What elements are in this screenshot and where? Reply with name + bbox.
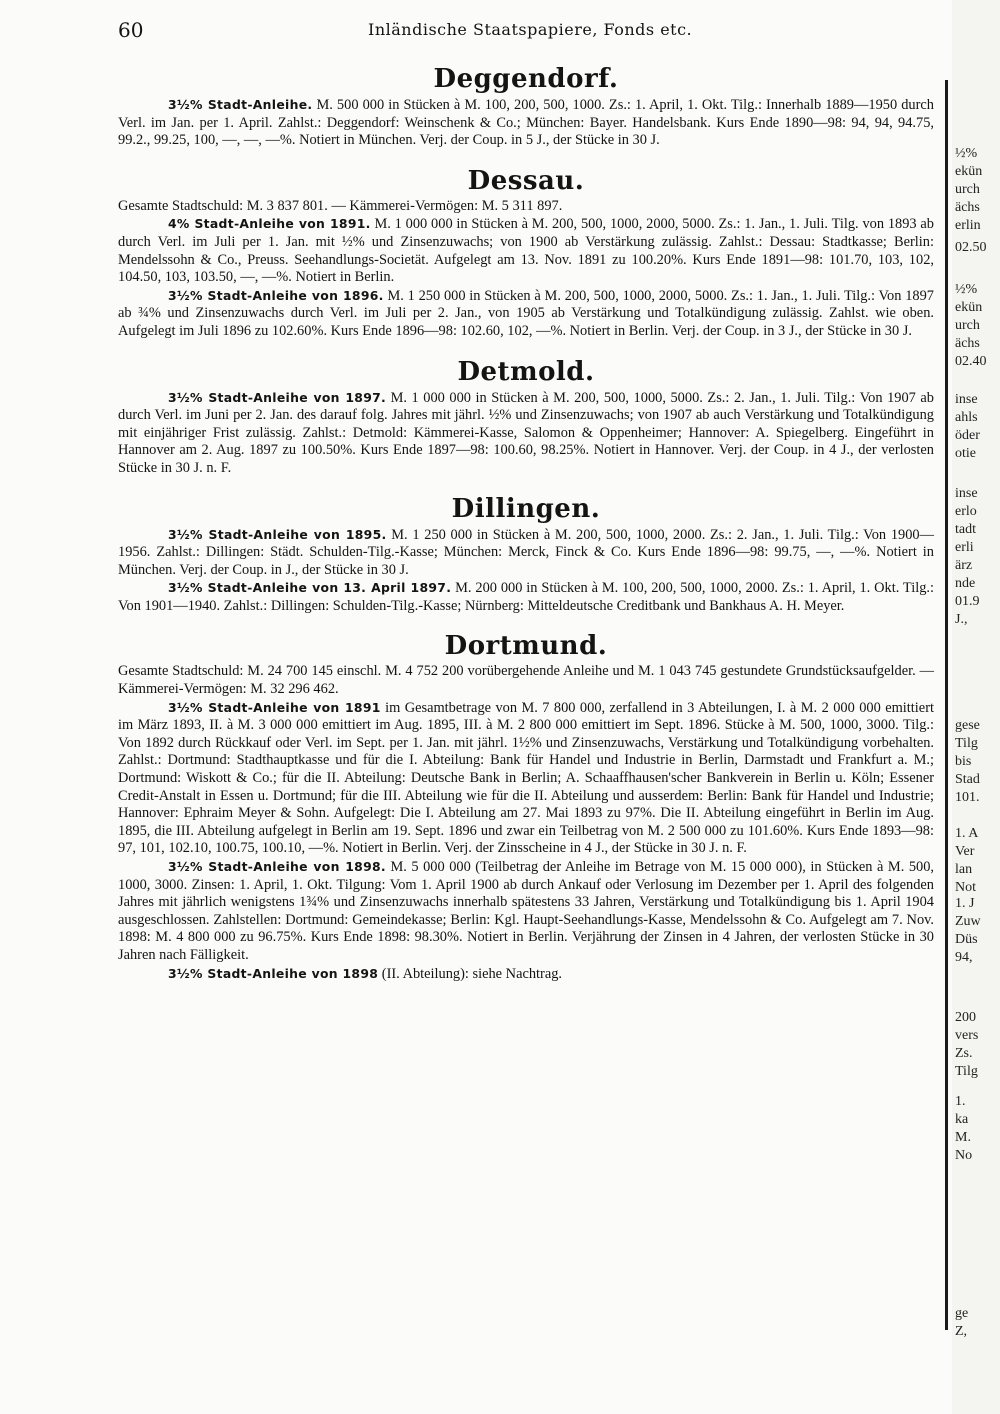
entry-text: Gesamte Stadtschuld: M. 24 700 145 einschl. M. 4 752 200 vorübergehende Anleihe und M. 1 043 745 gestundete Grundstücksaufgelder. — Kämmerei-Vermögen: M. 32 296 462. xyxy=(118,663,934,698)
margin-fragment: 200 xyxy=(955,1010,976,1025)
town-section xyxy=(118,64,934,150)
town-section xyxy=(118,631,934,983)
loan-entry xyxy=(118,526,934,580)
debt-summary xyxy=(118,663,934,698)
section-gap xyxy=(118,478,934,492)
loan-title: 3½% Stadt-Anleihe von 1898 xyxy=(168,965,379,981)
entry-text: M. 200 000 in Stücken à M. 100, 200, 500, 1000, 2000. Zs.: 1. April, 1. Okt. Tilg.: Von 1901—1940. Zahlst.: Dillingen: Schulden-Tilg.-Kasse; Nürnberg: Mitteldeutsche Creditbank und Bankhaus A. H. Meyer. xyxy=(118,580,934,614)
entry-text: im Gesamtbetrage von M. 7 800 000, zerfallend in 3 Abteilungen, I. à M. 2 000 000 emittiert im März 1893, II. à M. 3 000 000 emittiert im Aug. 1895, III. à M. 2 800 000 emittiert im Sept. 1896. Stücke à M. 500, 1000, 3000. Tilg.: Von 1892 durch Rückkauf oder Verl. im Sept. per 1. Jan. mit jährl. 1½% und Zinsenzuwachs, Verstärkung und Totalkündigung vorbehalten. Zahlst.: Dortmund: Stadthauptkasse und für die I. Abteilung: Bank für Handel und Industrie in Berlin, Darmstadt und Frankfurt a. M.; Dortmund: Wiskott & Co.; für die II. Abteilung: Deutsche Bank in Berlin; A. Schaaffhausen'scher Bankverein in Berlin u. Köln; Essener Credit-Anstalt in Essen u. Dortmund; für die III. Abteilung wie für die II. Abteilung und ausserdem: Berlin: Bank für Handel und Industrie; Hannover: Ephraim Meyer & Sohn. Aufgelegt: Die I. Abteilung am 27. Mai 1893 zu 97%. Die II. Abteilung eingeführt in Berlin im Aug. 1895, die III. Abteilung aufgelegt in Berlin am 19. Sept. 1896 und zwar ein Teilbetrag von M. 2 500 000 zu 101.60%. Kurs Ende 1893—98: 97, 101, 102.10, 100.75, 100.10, —%. Notiert in Berlin. Verj. der Zinsscheine in 4 J., der Stücke in 30 J. n. F. xyxy=(118,699,934,857)
column-divider xyxy=(945,80,948,1330)
loan-title: 4% Stadt-Anleihe von 1891. xyxy=(168,216,371,232)
margin-fragment: erli xyxy=(955,540,974,555)
margin-fragment: nde xyxy=(955,576,976,591)
loan-entry xyxy=(118,215,934,286)
margin-fragment: urch xyxy=(955,318,980,333)
margin-fragment: inse xyxy=(955,392,978,407)
margin-fragment: erlo xyxy=(955,504,977,519)
loan-title: 3½% Stadt-Anleihe. xyxy=(168,97,313,112)
entry-text: M. 5 000 000 (Teilbetrag der Anleihe im Betrage von M. 15 000 000), in Stücken à M. 500, 1000, 3000. Zinsen: 1. April, 1. Okt. Tilgung: Vom 1. April 1900 ab durch Ankauf oder Verlosung im Dezember per 1. April des folgenden Jahres mit jährlich wenigstens 1¾% und Zinsenzuwachs innerhalb spätestens 33 Jahren, Verstärkung und Totalkündigung bis 1. April 1904 ausgeschlossen. Zahlstellen: Dortmund: Gemeindekasse; Berlin: Kgl. Haupt-Seehandlungs-Kasse, Mendelssohn & Co. Aufgelegt am 7. Nov. 1898: M. 4 800 000 zu 96.75%. Kurs Ende 1898: 98.30%. Notiert in Berlin. Verjährung der Zinsen in 4 Jahren, der verlosten Stücke in 30 Jahren nach Fälligkeit. xyxy=(118,859,934,963)
running-head: Inländische Staatspapiere, Fonds etc. xyxy=(368,20,693,39)
margin-fragment: tadt xyxy=(955,522,976,537)
margin-fragment: Ver xyxy=(955,844,975,859)
margin-fragment: 1. J xyxy=(955,896,975,911)
margin-fragment: 1. xyxy=(955,1094,966,1109)
margin-fragment: ge xyxy=(955,1306,969,1321)
town-heading: Dortmund. xyxy=(444,631,608,662)
loan-title: 3½% Stadt-Anleihe von 13. April 1897. xyxy=(168,580,452,596)
loan-entry xyxy=(118,96,934,150)
main-column xyxy=(118,58,934,983)
town-heading: Dessau. xyxy=(467,165,585,196)
margin-fragment: 94, xyxy=(955,950,973,965)
margin-fragment: J., xyxy=(955,612,968,627)
margin-fragment: ekün xyxy=(955,300,983,315)
loan-entry xyxy=(118,389,934,478)
section-gap xyxy=(118,615,934,629)
town-heading: Deggendorf. xyxy=(433,64,619,94)
margin-fragment: Zuw xyxy=(955,914,981,929)
margin-fragment: ächs xyxy=(955,336,980,351)
town-section xyxy=(118,494,934,616)
loan-title: 3½% Stadt-Anleihe von 1891 xyxy=(168,699,381,715)
adjacent-page-fragment xyxy=(952,0,1000,1414)
loan-title: 3½% Stadt-Anleihe von 1896. xyxy=(168,287,384,303)
town-heading: Detmold. xyxy=(457,356,595,387)
debt-summary xyxy=(118,198,934,216)
section-gap xyxy=(118,150,934,164)
margin-fragment: Not xyxy=(955,880,976,895)
margin-fragment: erlin xyxy=(955,218,981,233)
margin-fragment: inse xyxy=(955,486,978,501)
margin-fragment: ahls xyxy=(955,410,978,425)
margin-fragment: 01.9 xyxy=(955,594,980,609)
page-header xyxy=(118,14,938,44)
margin-fragment: ekün xyxy=(955,164,983,179)
margin-fragment: urch xyxy=(955,182,980,197)
margin-fragment: Tilg xyxy=(955,736,978,751)
margin-fragment: bis xyxy=(955,754,972,769)
loan-title: 3½% Stadt-Anleihe von 1895. xyxy=(168,526,387,542)
margin-fragment: 02.50 xyxy=(955,240,987,255)
entry-text: (II. Abteilung): siehe Nachtrag. xyxy=(378,965,563,982)
town-section xyxy=(118,166,934,341)
margin-fragment: Z, xyxy=(955,1324,968,1339)
margin-fragment: Zs. xyxy=(955,1046,973,1061)
margin-fragment: ärz xyxy=(955,558,973,573)
margin-fragment: ½% xyxy=(955,282,978,297)
margin-fragment: 02.40 xyxy=(955,354,987,369)
loan-entry xyxy=(118,965,934,984)
entry-text: M. 1 000 000 in Stücken à M. 200, 500, 1000, 2000, 5000. Zs.: 1. Jan., 1. Juli. Tilg. von 1893 ab durch Verl. im Juli per 1. Jan. mit ½% und Zinsenzuwachs; von 1900 ab Verstärkung zulässig. Zahlst.: Dessau: Stadtkasse; Berlin: Mendelssohn & Co., Preuss. Seehandlungs-Societät. Aufgelegt am 13. Nov. 1891 zu 100.20%. Kurs Ende 1891—98: 101.70, 103, 102, 104.50, 103, 103.50, —, —%. Notiert in Berlin. xyxy=(118,216,934,286)
margin-fragment: öder xyxy=(955,428,980,443)
loan-entry xyxy=(118,579,934,615)
margin-fragment: ½% xyxy=(955,146,978,161)
margin-fragment: Düs xyxy=(955,932,978,947)
margin-fragment: ächs xyxy=(955,200,980,215)
entry-text: M. 500 000 in Stücken à M. 100, 200, 500, 1000. Zs.: 1. April, 1. Okt. Tilg.: Innerhalb 1889—1950 durch Verl. im Jan. per 1. April. Zahlst.: Deggendorf: Weinschenk & Co.; München: Bayer. Handelsbank. Kurs Ende 1890—98: 94, 94, 94.75, 99.2., 99.25, 100, —, —, —%. Notiert in München. Verj. der Coup. in 5 J., der Stücke in 30 J. xyxy=(118,97,934,149)
margin-fragment: 1. A xyxy=(955,826,979,841)
town-heading: Dillingen. xyxy=(451,493,601,524)
entry-text: M. 1 250 000 in Stücken à M. 200, 500, 1000, 2000, 5000. Zs.: 1. Jan., 1. Juli. Tilg.: Von 1897 ab ¾% und Zinsenzuwachs durch Verl. im Juli per 2. Jan., von 1905 ab Verstärkung und Totalkündigung zulässig. Zahlst. wie oben. Aufgelegt im Juli 1896 zu 102.60%. Kurs Ende 1896—98: 102.60, 102, —%. Notiert in Berlin. Verj. der Coup. in 3 J., der Stücke in 30 J. xyxy=(118,287,934,339)
section-gap xyxy=(118,341,934,355)
margin-fragment: Tilg xyxy=(955,1064,978,1079)
page-number: 60 xyxy=(118,18,144,42)
loan-entry xyxy=(118,699,934,858)
margin-fragment: Stad xyxy=(955,772,980,787)
margin-fragment: No xyxy=(955,1148,973,1163)
margin-fragment: otie xyxy=(955,446,976,461)
town-section xyxy=(118,357,934,478)
margin-fragment: ka xyxy=(955,1112,969,1127)
margin-fragment: 101. xyxy=(955,790,980,805)
margin-fragment: gese xyxy=(955,718,980,733)
entry-text: M. 1 000 000 in Stücken à M. 200, 500, 1000, 5000. Zs.: 2. Jan., 1. Juli. Tilg.: Von 1907 ab durch Verl. im Juni per 2. Jan. des darauf folg. Jahres mit jährl. ½% und Zinsenzuwachs; von 1907 ab auch Verstärkung und Totalkündigung mit einjähriger Frist zulässig. Zahlst.: Detmold: Kämmerei-Kasse, Salomon & Oppenheimer; Hannover: A. Spiegelberg. Eingeführt in Hannover am 2. Aug. 1897 zu 100.50%. Kurs Ende 1897—98: 100.60, 98.25%. Notiert in Hannover. Verj. der Coup. in 4 J., der verlosten Stücke in 30 J. n. F. xyxy=(118,389,934,476)
margin-fragment: vers xyxy=(955,1028,979,1043)
loan-entry xyxy=(118,287,934,341)
entry-text: Gesamte Stadtschuld: M. 3 837 801. — Kämmerei-Vermögen: M. 5 311 897. xyxy=(118,197,563,214)
margin-fragment: M. xyxy=(955,1130,971,1145)
loan-title: 3½% Stadt-Anleihe von 1898. xyxy=(168,859,386,874)
loan-title: 3½% Stadt-Anleihe von 1897. xyxy=(168,389,387,405)
loan-entry xyxy=(118,858,934,965)
entry-text: M. 1 250 000 in Stücken à M. 200, 500, 1000, 2000. Zs.: 2. Jan., 1. Juli. Tilg.: Von 1900—1956. Zahlst.: Dillingen: Städt. Schulden-Tilg.-Kasse; München: Merck, Finck & Co. Kurs Ende 1896—98: 99.75, —, —%. Notiert in München. Verj. der Coup. in J., der Stücke in 30 J. xyxy=(118,526,934,578)
margin-fragment: lan xyxy=(955,862,973,877)
